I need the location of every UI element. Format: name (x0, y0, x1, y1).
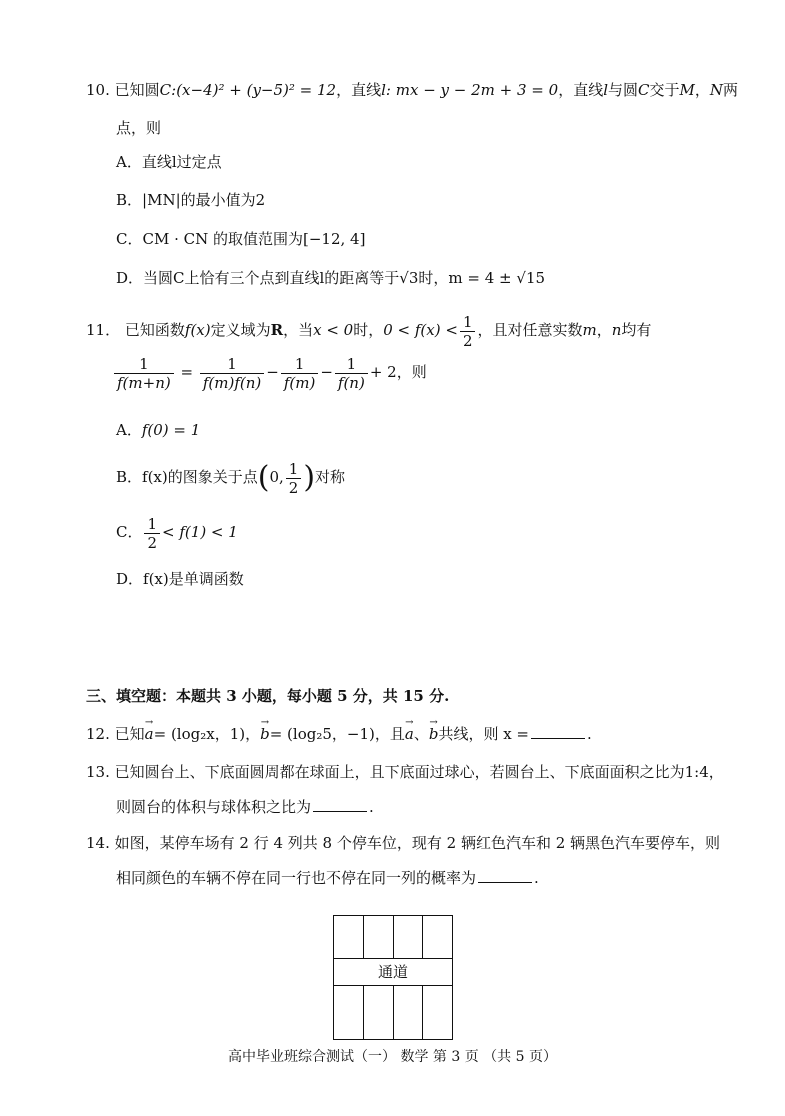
q14-answer-blank[interactable] (478, 868, 532, 883)
section-3-title: 三、填空题：本题共 3 小题，每小题 5 分，共 15 分. (86, 687, 450, 705)
q12-answer-blank[interactable] (531, 724, 585, 739)
parking-row-bottom (334, 986, 452, 1039)
q11-option-b: B．f(x)的图象关于点(0, $\frac{1}{2}$ )对称 (116, 459, 346, 497)
q11-stem: 11． 已知函数f(x)定义域为R，当x < 0时，0 < f(x) < $\frac{1}{2}$ ，且对任意实数m，n均有 (86, 312, 652, 350)
parking-space (364, 986, 394, 1039)
q13-line1: 13. 已知圆台上、下底面圆周都在球面上，且下底面过球心，若圆台上、下底面面积之比为1:4， (86, 763, 724, 781)
parking-space (394, 986, 424, 1039)
q11-number: 11． (86, 321, 121, 339)
q11-option-d: D．f(x)是单调函数 (116, 570, 244, 588)
parking-space (423, 916, 452, 958)
page-footer: 高中毕业班综合测试（一） 数学 第 3 页 （共 5 页） (228, 1049, 557, 1065)
parking-space (334, 986, 364, 1039)
parking-space (394, 916, 424, 958)
q13-answer-blank[interactable] (313, 797, 367, 812)
q13-line2: 则圆台的体积与球体积之比为 . (116, 798, 374, 816)
q10-option-d: D．当圆C上恰有三个点到直线l的距离等于√3时，m = 4 ± √15 (116, 269, 546, 287)
parking-space (334, 916, 364, 958)
parking-space (423, 986, 452, 1039)
line-equation: : mx − y − 2m + 3 = 0 (385, 81, 559, 99)
q12: 12. 已知→ a= (log₂x，1)，→ b= (log₂5，−1)，且→ a、→ b共线，则 x = . (86, 724, 592, 744)
q10-stem-cont: 点，则 (116, 119, 162, 137)
q14-line1: 14. 如图，某停车场有 2 行 4 列共 8 个停车位，现有 2 辆红色汽车和 2 辆黑色汽车要停车，则 (86, 834, 721, 852)
q11-functional-equation: $\frac{1}{f(m+n)}$ = $\frac{1}{f(m)f(n)}$ − $\frac{1}{f(m)}$ − $\frac{1}{f(n)}$ + 2，则 (112, 352, 427, 392)
half-fraction: $\frac{1}{2}$ (460, 313, 476, 350)
parking-lot-diagram (333, 915, 453, 1040)
q11-option-c: C． $\frac{1}{2}$ < f(1) < 1 (116, 514, 238, 552)
q10-number: 10. (86, 81, 110, 99)
q10-option-c: C．CM · CN 的取值范围为[−12, 4] (116, 230, 366, 248)
parking-row-top (334, 916, 452, 958)
q10-option-b: B．|MN|的最小值为2 (116, 191, 266, 209)
q10-stem: 10. 已知圆C:(x−4)² + (y−5)² = 12，直线l: mx − y − 2m + 3 = 0，直线l与圆C交于M，N两 (86, 81, 739, 99)
q10-option-a: A．直线l过定点 (116, 153, 222, 171)
q14-line2: 相同颜色的车辆不停在同一行也不停在同一列的概率为 . (116, 869, 539, 887)
q11-option-a: A．f(0) = 1 (116, 421, 201, 439)
parking-space (364, 916, 394, 958)
circle-equation: :(x−4)² + (y−5)² = 12 (171, 81, 337, 99)
parking-aisle: 通道 (334, 958, 452, 986)
